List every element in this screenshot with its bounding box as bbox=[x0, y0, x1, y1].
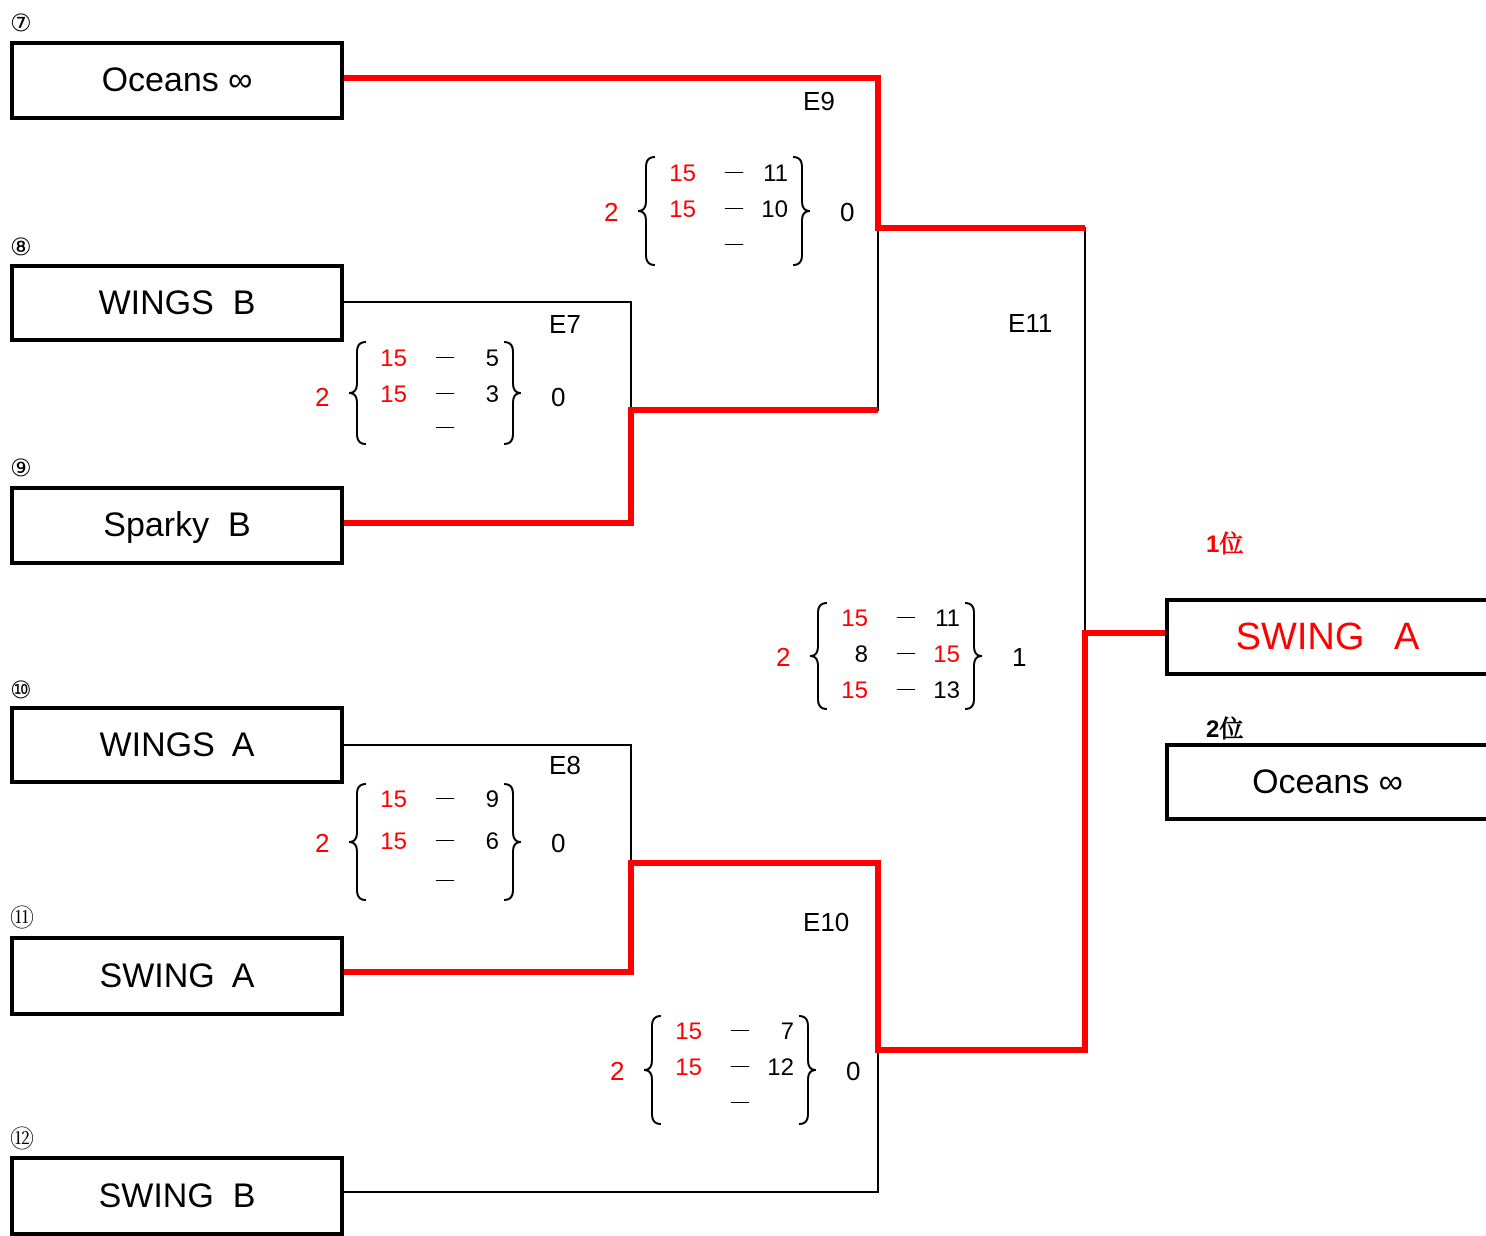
set-score-b: 15 bbox=[933, 641, 960, 668]
set-score-row bbox=[662, 1088, 792, 1120]
score-dash: － bbox=[728, 1018, 752, 1045]
set-wins: 2 bbox=[604, 197, 619, 227]
score-dash: － bbox=[894, 641, 918, 668]
left-brace-icon bbox=[642, 1014, 664, 1126]
set-score-row bbox=[367, 826, 497, 858]
set-score-row bbox=[828, 603, 958, 635]
score-dash: － bbox=[722, 196, 746, 223]
team-box-oceans: Oceans ∞ bbox=[10, 41, 344, 120]
team-box-wings-a: WINGS A bbox=[10, 706, 344, 784]
seed-label: ⑧ bbox=[10, 234, 32, 261]
set-wins: 2 bbox=[315, 828, 330, 858]
left-brace-icon bbox=[347, 782, 369, 902]
set-score-row bbox=[367, 379, 497, 411]
score-dash: － bbox=[894, 605, 918, 632]
score-dash: － bbox=[433, 786, 457, 813]
set-score-b: 10 bbox=[761, 196, 788, 223]
right-brace-icon bbox=[501, 782, 523, 902]
match-label-e9: E9 bbox=[803, 86, 835, 116]
set-score-a: 15 bbox=[380, 828, 407, 855]
score-group-e8 bbox=[315, 782, 595, 902]
set-score-a: 15 bbox=[380, 786, 407, 813]
right-brace-icon bbox=[962, 601, 984, 711]
set-score-b: 3 bbox=[485, 381, 499, 408]
seed-label: ⑫ bbox=[10, 1126, 34, 1153]
score-dash: － bbox=[728, 1054, 752, 1081]
team-box-wings-b: WINGS B bbox=[10, 264, 344, 342]
set-score-row bbox=[367, 413, 497, 445]
score-dash: － bbox=[433, 868, 457, 895]
score-dash: － bbox=[728, 1090, 752, 1117]
right-brace-icon bbox=[796, 1014, 818, 1126]
match-label-e10: E10 bbox=[803, 907, 850, 937]
second-place-team: Oceans ∞ bbox=[1165, 743, 1486, 821]
seed-label: ⑨ bbox=[10, 455, 32, 482]
set-score-row bbox=[828, 675, 958, 707]
first-place-team: SWING A bbox=[1165, 598, 1486, 676]
left-brace-icon bbox=[808, 601, 830, 711]
set-score-a: 15 bbox=[380, 381, 407, 408]
set-score-a: 15 bbox=[841, 677, 868, 704]
seed-label: ⑩ bbox=[10, 677, 32, 704]
score-dash: － bbox=[433, 828, 457, 855]
set-score-row bbox=[367, 343, 497, 375]
bracket-line-e9-to-e11 bbox=[878, 228, 1085, 633]
score-dash: － bbox=[722, 160, 746, 187]
set-score-b: 9 bbox=[485, 786, 499, 813]
set-losses: 0 bbox=[846, 1056, 861, 1086]
set-score-row bbox=[367, 866, 497, 898]
set-score-row bbox=[656, 158, 786, 190]
set-score-b: 7 bbox=[780, 1018, 794, 1045]
set-score-a: 15 bbox=[669, 196, 696, 223]
set-score-row bbox=[662, 1016, 792, 1048]
set-losses: 0 bbox=[551, 828, 566, 858]
left-brace-icon bbox=[636, 155, 658, 267]
team-box-swing-b: SWING B bbox=[10, 1156, 344, 1236]
set-score-row bbox=[662, 1052, 792, 1084]
set-score-a: 15 bbox=[669, 160, 696, 187]
score-dash: － bbox=[894, 677, 918, 704]
team-box-sparky-b: Sparky B bbox=[10, 486, 344, 565]
set-score-row bbox=[656, 194, 786, 226]
set-score-a: 15 bbox=[675, 1054, 702, 1081]
score-group-e7 bbox=[315, 340, 595, 460]
score-group-e9 bbox=[604, 155, 884, 275]
right-brace-icon bbox=[501, 340, 523, 446]
set-score-row bbox=[828, 639, 958, 671]
set-score-a: 15 bbox=[841, 605, 868, 632]
first-place-label: 1位 bbox=[1206, 531, 1244, 558]
set-score-row bbox=[367, 784, 497, 816]
set-score-a: 15 bbox=[675, 1018, 702, 1045]
right-brace-icon bbox=[790, 155, 812, 267]
seed-label: ⑦ bbox=[10, 10, 32, 37]
score-dash: － bbox=[433, 415, 457, 442]
score-group-e10 bbox=[610, 1014, 890, 1134]
set-wins: 2 bbox=[315, 382, 330, 412]
team-box-swing-a: SWING A bbox=[10, 936, 344, 1016]
set-losses: 0 bbox=[551, 382, 566, 412]
set-score-b: 6 bbox=[485, 828, 499, 855]
score-group-e11 bbox=[776, 601, 1056, 721]
set-losses: 1 bbox=[1012, 642, 1027, 672]
set-score-a: 8 bbox=[854, 641, 868, 668]
set-score-row bbox=[656, 230, 786, 262]
set-score-a: 15 bbox=[380, 345, 407, 372]
match-label-e7: E7 bbox=[549, 309, 581, 339]
score-dash: － bbox=[722, 232, 746, 259]
match-label-e8: E8 bbox=[549, 750, 581, 780]
set-score-b: 5 bbox=[485, 345, 499, 372]
left-brace-icon bbox=[347, 340, 369, 446]
set-score-b: 11 bbox=[763, 160, 788, 187]
set-score-b: 12 bbox=[767, 1054, 794, 1081]
match-label-e11: E11 bbox=[1008, 308, 1053, 338]
set-score-b: 13 bbox=[933, 677, 960, 704]
set-losses: 0 bbox=[840, 197, 855, 227]
second-place-label: 2位 bbox=[1206, 716, 1244, 743]
set-wins: 2 bbox=[776, 642, 791, 672]
score-dash: － bbox=[433, 381, 457, 408]
seed-label: ⑪ bbox=[10, 905, 34, 932]
score-dash: － bbox=[433, 345, 457, 372]
set-score-b: 11 bbox=[935, 605, 960, 632]
set-wins: 2 bbox=[610, 1056, 625, 1086]
